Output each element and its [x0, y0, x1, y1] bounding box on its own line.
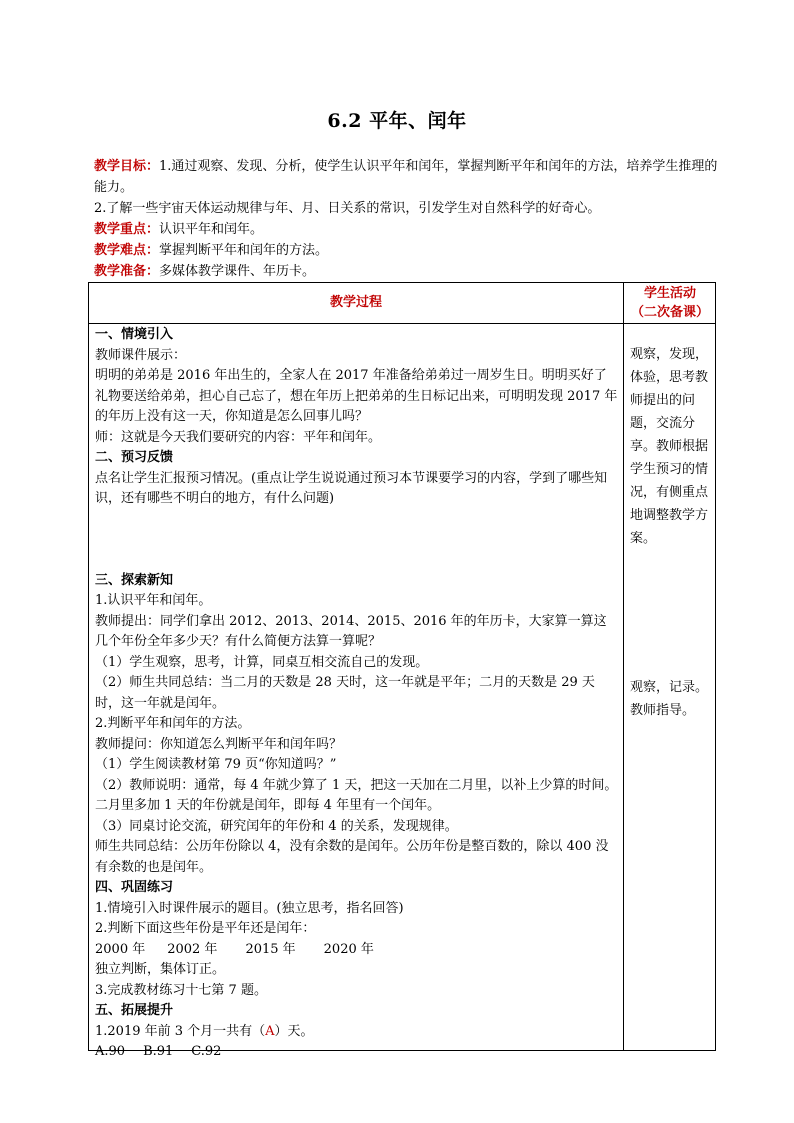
paragraph: 教师课件展示：	[95, 347, 187, 363]
paragraph: （2）师生共同总结：当二月的天数是 28 天时，这一年就是平年；二月的天数是 29 天时，这一年就是闰年。	[95, 675, 595, 711]
lesson-meta	[94, 156, 724, 282]
paragraph: 师：这就是今天我们要研究的内容：平年和闰年。	[95, 429, 382, 445]
year-item: 2000 年	[95, 941, 146, 957]
header-divider	[89, 323, 715, 324]
paragraph: 1.情境引入时课件展示的题目。(独立思考，指名回答)	[95, 900, 404, 916]
year-list	[95, 940, 619, 961]
teaching-process-content	[95, 325, 619, 1063]
header-teaching-process: 教学过程	[329, 295, 382, 310]
question-text-a: 1.2019 年前 3 个月一共有（	[95, 1023, 266, 1039]
page-title: 6.2 平年、闰年	[327, 110, 467, 132]
paragraph: （1）学生观察，思考，计算，同桌互相交流自己的发现。	[95, 654, 429, 670]
section-title: 三、探索新知	[95, 572, 174, 588]
paragraph: （1）学生阅读教材第 79 页“你知道吗？”	[95, 757, 337, 772]
objectives-text: 1.通过观察、发现、分析，使学生认识平年和闰年，掌握判断平年和闰年的方法，培养学生推理的能力。	[94, 159, 718, 195]
section-title: 二、预习反馈	[95, 450, 174, 465]
key-point	[94, 219, 724, 240]
year-item: 2015 年	[245, 941, 296, 957]
objectives-2: 2.了解一些宇宙天体运动规律与年、月、日关系的常识，引发学生对自然科学的好奇心。	[94, 201, 601, 216]
key-text: 认识平年和闰年。	[159, 222, 264, 237]
preparation	[94, 261, 724, 282]
difficult-text: 掌握判断平年和闰年的方法。	[159, 243, 329, 258]
paragraph: 1.认识平年和闰年。	[95, 593, 212, 608]
question	[95, 1022, 619, 1043]
year-item: 2020 年	[323, 941, 374, 957]
spacer	[95, 510, 619, 571]
objectives-label: 教学目标：	[94, 159, 160, 174]
paragraph: （3）同桌讨论交流，研究闰年的年份和 4 的关系，发现规律。	[95, 818, 458, 834]
paragraph: 点名让学生汇报预习情况。(重点让学生说说通过预习本节课要学习的内容，学到了哪些知识，还有哪些不明白的地方，有什么问题)	[95, 470, 608, 506]
answer: A	[265, 1023, 275, 1039]
key-label: 教学重点：	[94, 222, 160, 237]
paragraph: 教师提出：同学们拿出 2012、2013、2014、2015、2016 年的年历卡，大家算一算这几个年份全年多少天？有什么简便方法算一算呢？	[95, 613, 607, 649]
paragraph: 师生共同总结：公历年份除以 4，没有余数的是闰年。公历年份是整百数的，除以 400 没有余数的也是闰年。	[95, 839, 609, 875]
option-item: A.90	[95, 1044, 126, 1059]
paragraph: 3.完成教材练习十七第 7 题。	[95, 982, 267, 998]
paragraph: 2.判断平年和闰年的方法。	[95, 716, 251, 731]
lesson-table	[88, 282, 716, 1059]
difficult-point	[94, 240, 724, 261]
section-title: 四、巩固练习	[95, 880, 174, 895]
section-title: 一、情境引入	[95, 327, 174, 342]
section-title: 五、拓展提升	[95, 1003, 174, 1018]
objectives	[94, 156, 724, 198]
year-item: 2002 年	[167, 941, 218, 957]
prep-text: 多媒体教学课件、年历卡。	[159, 264, 316, 279]
paragraph: （2）教师说明：通常，每 4 年就少算了 1 天，把这一天加在二月里，以补上少算的时间。二月里多加 1 天的年份就是闰年，即每 4 年里有一个闰年。	[95, 777, 618, 813]
prep-label: 教学准备：	[94, 264, 160, 279]
paragraph: 2.判断下面这些年份是平年还是闰年：	[95, 921, 316, 936]
header-side-line1: 学生活动	[643, 286, 696, 301]
paragraph: 明明的弟弟是 2016 年出生的，全家人在 2017 年准备给弟弟过一周岁生日。明明买好了礼物要送给弟弟，担心自己忘了，想在年历上把弟弟的生日标记出来，可明明发现 2017 年的年历上没有这一天，你知道是怎么回事儿吗？	[95, 368, 618, 424]
paragraph: 独立判断，集体订正。	[95, 962, 226, 977]
paragraph: 教师提问：你知道怎么判断平年和闰年吗？	[95, 736, 343, 752]
column-divider	[623, 283, 624, 1050]
question-text-b: ）天。	[274, 1023, 314, 1039]
student-activity-1: 观察，发现，体验，思考教师提出的问题，交流分享。教师根据学生预习的情况，有侧重点地调整教学方案。	[630, 347, 709, 546]
header-student-activity	[624, 283, 716, 324]
option-list	[95, 1042, 619, 1063]
difficult-label: 教学难点：	[94, 243, 160, 258]
option-item: C.92	[191, 1044, 222, 1059]
option-item: B.91	[143, 1044, 174, 1059]
student-activity-2: 观察，记录。教师指导。	[630, 680, 709, 718]
header-side-line2: （二次备课）	[630, 305, 709, 320]
